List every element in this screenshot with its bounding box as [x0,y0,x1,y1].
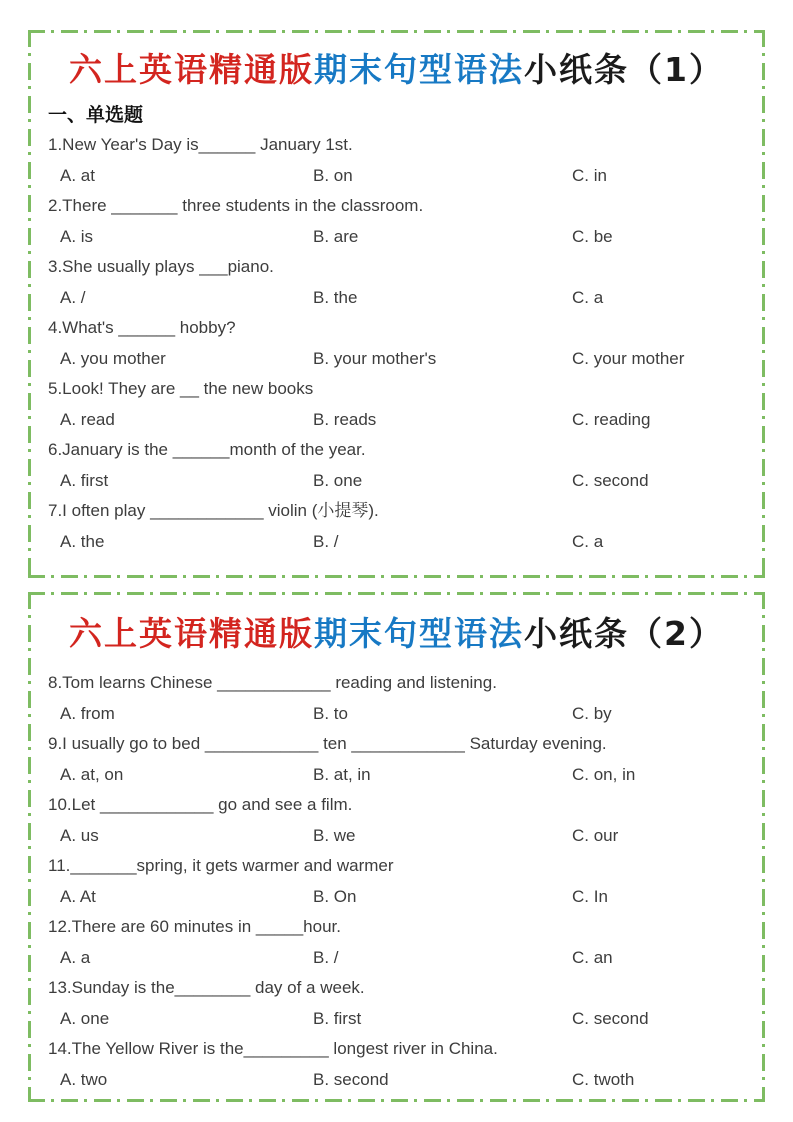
options-row [48,466,745,497]
worksheet-card-1 [28,30,765,578]
option-b: B. your mother's [313,348,437,368]
option-c: C. by [572,703,612,723]
question-10 [48,790,745,851]
question-7 [48,496,745,557]
option-b: B. / [313,531,339,551]
question-text: 6.January is the ______month of the year. [48,440,366,459]
option-b: B. / [313,947,339,967]
question-text: 3.She usually plays ___piano. [48,257,274,276]
option-b: B. one [313,470,363,490]
question-13 [48,973,745,1034]
option-a: A. us [60,825,99,845]
options-row [48,882,745,913]
option-c: C. on, in [572,764,636,784]
question-text: 13.Sunday is the________ day of a week. [48,978,365,997]
options-row [48,1004,745,1035]
question-3 [48,252,745,313]
title-segment-red: 六上英语精通版 [69,614,315,653]
option-a: A. the [60,531,105,551]
question-4 [48,313,745,374]
option-a: A. from [60,703,115,723]
question-9 [48,729,745,790]
option-c: C. a [572,287,604,307]
option-a: A. / [60,287,86,307]
option-a: A. at [60,165,95,185]
options-row [48,1065,745,1096]
question-text: 12.There are 60 minutes in _____hour. [48,917,341,936]
option-c: C. in [572,165,607,185]
option-c: C. second [572,470,649,490]
option-a: A. read [60,409,115,429]
option-a: A. is [60,226,94,246]
option-c: C. In [572,886,608,906]
options-row [48,943,745,974]
question-14 [48,1034,745,1095]
option-c: C. an [572,947,613,967]
options-row [48,699,745,730]
options-row [48,222,745,253]
option-a: A. one [60,1008,110,1028]
option-b: B. On [313,886,357,906]
option-b: B. are [313,226,359,246]
option-a: A. two [60,1069,108,1089]
option-c: C. be [572,226,613,246]
title-segment-red: 六上英语精通版 [69,50,315,89]
question-text: 5.Look! They are __ the new books [48,379,314,398]
option-a: A. you mother [60,348,166,368]
question-8 [48,668,745,729]
question-text: 4.What's ______ hobby? [48,318,236,337]
question-text: 10.Let ____________ go and see a film. [48,795,353,814]
option-b: B. to [313,703,348,723]
title-segment-black: 小纸条（1） [524,50,724,89]
options-row [48,161,745,192]
option-a: A. first [60,470,109,490]
options-row [48,760,745,791]
worksheet-title-1 [48,46,745,94]
question-text: 8.Tom learns Chinese ____________ reading and listening. [48,673,497,692]
worksheet-title-2 [48,610,745,658]
options-row [48,283,745,314]
options-row [48,821,745,852]
spacer [48,658,745,668]
worksheet-card-2 [28,592,765,1102]
question-6 [48,435,745,496]
question-11 [48,851,745,912]
question-text: 11._______spring, it gets warmer and warmer [48,856,394,875]
question-5 [48,374,745,435]
option-b: B. at, in [313,764,371,784]
option-b: B. second [313,1069,389,1089]
option-c: C. reading [572,409,651,429]
question-text: 9.I usually go to bed ____________ ten ____________ Saturday evening. [48,734,607,753]
options-row [48,527,745,558]
question-1 [48,130,745,191]
question-text: 14.The Yellow River is the_________ longest river in China. [48,1039,498,1058]
option-a: A. a [60,947,91,967]
options-row [48,344,745,375]
option-c: C. twoth [572,1069,635,1089]
option-b: B. on [313,165,353,185]
option-c: C. a [572,531,604,551]
title-segment-blue: 期末句型语法 [314,614,525,653]
option-c: C. your mother [572,348,685,368]
options-row [48,405,745,436]
option-b: B. reads [313,409,377,429]
question-12 [48,912,745,973]
question-text: 2.There _______ three students in the classroom. [48,196,424,215]
section-heading-choice: 一、单选题 [48,105,144,126]
option-a: A. At [60,886,96,906]
option-b: B. the [313,287,358,307]
option-c: C. second [572,1008,649,1028]
title-segment-black: 小纸条（2） [524,614,724,653]
question-text: 1.New Year's Day is______ January 1st. [48,135,353,154]
option-b: B. we [313,825,356,845]
option-b: B. first [313,1008,362,1028]
option-a: A. at, on [60,764,124,784]
question-text: 7.I often play ____________ violin (小提琴). [48,501,379,520]
option-c: C. our [572,825,619,845]
title-segment-blue: 期末句型语法 [314,50,525,89]
question-2 [48,191,745,252]
